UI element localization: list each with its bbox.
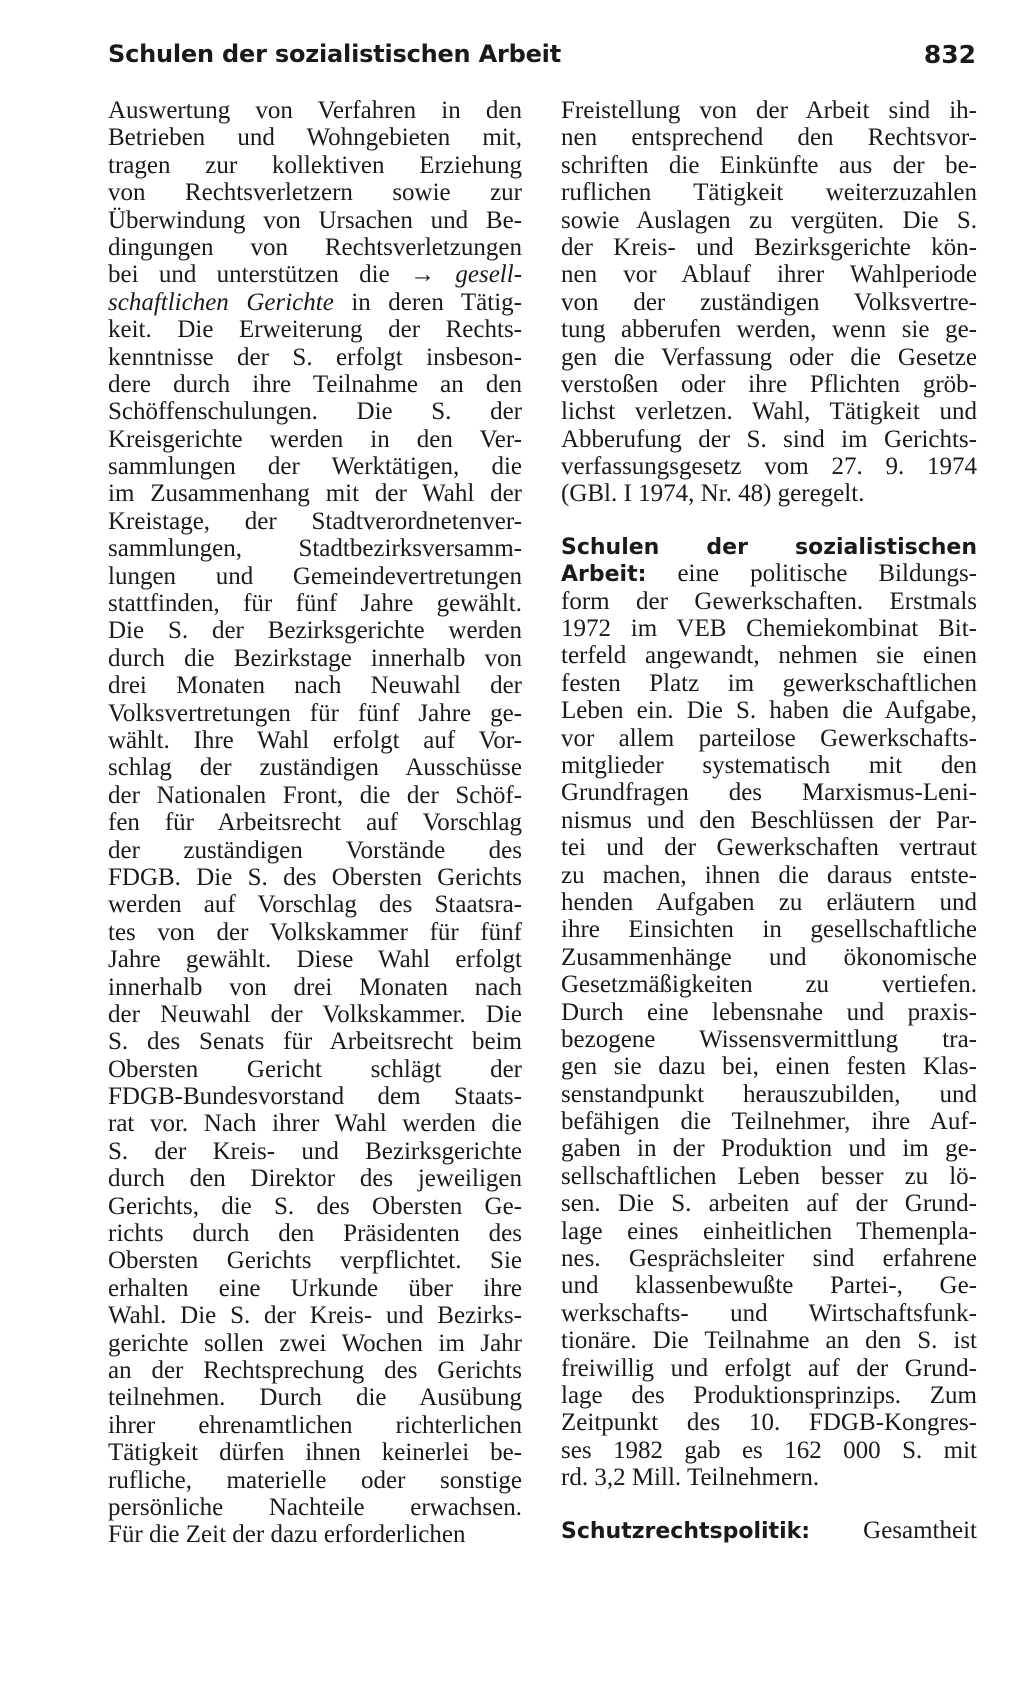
text-line: ses 1982 gab es 162 000 S. mit bbox=[561, 1436, 977, 1464]
text-line: Grundfragen des Marxismus-Leni- bbox=[561, 779, 977, 807]
entry-first-line: Schutzrechtspolitik: Gesamtheit bbox=[561, 1516, 977, 1544]
text-line: gerichte sollen zwei Wochen im Jahr bbox=[108, 1329, 522, 1357]
crossref-link[interactable]: gesell- bbox=[455, 261, 523, 289]
text-line: werkschafts- und Wirtschaftsfunk- bbox=[561, 1299, 977, 1327]
text-line: tragen zur kollektiven Erziehung bbox=[108, 151, 522, 179]
text-line: Gerichts, die S. des Obersten Ge- bbox=[108, 1192, 522, 1220]
text-line: S. der Kreis- und Bezirksgerichte bbox=[108, 1137, 522, 1165]
text-line: stattfinden, für fünf Jahre gewählt. bbox=[108, 590, 522, 618]
text-line: nes. Gesprächsleiter sind erfahrene bbox=[561, 1245, 977, 1273]
text-line: gen sie dazu bei, einen festen Klas- bbox=[561, 1053, 977, 1081]
text-line: rufliche, materielle oder sonstige bbox=[108, 1466, 522, 1494]
text-line: teilnehmen. Durch die Ausübung bbox=[108, 1384, 522, 1412]
text-line: Gesetzmäßigkeiten zu vertiefen. bbox=[561, 971, 977, 999]
text-line: Abberufung der S. sind im Gerichts- bbox=[561, 425, 977, 453]
text-line: vor allem parteilose Gewerkschafts- bbox=[561, 724, 977, 752]
text-line: der Nationalen Front, die der Schöf- bbox=[108, 781, 522, 809]
paragraph-gap bbox=[561, 1492, 977, 1517]
text-line: ruflichen Tätigkeit weiterzuzahlen bbox=[561, 179, 977, 207]
text-line: gen die Verfassung oder die Gesetze bbox=[561, 343, 977, 371]
text-line: keit. Die Erweiterung der Rechts- bbox=[108, 316, 522, 344]
page-number: 832 bbox=[923, 40, 976, 69]
text-line: drei Monaten nach Neuwahl der bbox=[108, 672, 522, 700]
entry-headword: Arbeit: bbox=[561, 562, 647, 588]
text-line: mitglieder systematisch mit den bbox=[561, 751, 977, 779]
text-line: lage des Produktionsprinzips. Zum bbox=[561, 1381, 977, 1409]
entry-headword: Schulen der sozialistischen bbox=[561, 534, 977, 560]
right-column bbox=[561, 97, 977, 1544]
text-line: freiwillig und erfolgt auf der Grund- bbox=[561, 1354, 977, 1382]
text-line: rd. 3,2 Mill. Teilnehmern. bbox=[561, 1464, 820, 1492]
text-line: zu machen, ihnen die daraus entste- bbox=[561, 861, 977, 889]
text-line: durch die Bezirkstage innerhalb von bbox=[108, 644, 522, 672]
text-line: tung abberufen werden, wenn sie ge- bbox=[561, 316, 977, 344]
paragraph-gap bbox=[561, 508, 977, 533]
text-line: Wahl. Die S. der Kreis- und Bezirks- bbox=[108, 1302, 522, 1330]
text-line: werden auf Vorschlag des Staatsra- bbox=[108, 891, 522, 919]
left-column bbox=[108, 97, 522, 1549]
text-line: dere durch ihre Teilnahme an den bbox=[108, 370, 522, 398]
text-line: persönliche Nachteile erwachsen. bbox=[108, 1493, 522, 1521]
text-line: 1972 im VEB Chemiekombinat Bit- bbox=[561, 615, 977, 643]
text-line: befähigen die Teilnehmer, ihre Auf- bbox=[561, 1108, 977, 1136]
text-line: fen für Arbeitsrecht auf Vorschlag bbox=[108, 809, 522, 837]
text-line: henden Aufgaben zu erläutern und bbox=[561, 888, 977, 916]
text-line: sellschaftlichen Leben besser zu lö- bbox=[561, 1162, 977, 1190]
text-line: richts durch den Präsidenten des bbox=[108, 1220, 522, 1248]
text-line: nen vor Ablauf ihrer Wahlperiode bbox=[561, 261, 977, 289]
text-line: schlag der zuständigen Ausschüsse bbox=[108, 754, 522, 782]
text-line: der zuständigen Vorstände des bbox=[108, 836, 522, 864]
text-line: Zusammenhänge und ökonomische bbox=[561, 943, 977, 971]
text-line: Kreistage, der Stadtverordnetenver- bbox=[108, 507, 522, 535]
text-line: an der Rechtsprechung des Gerichts bbox=[108, 1356, 522, 1384]
text-line: von der zuständigen Volksvertre- bbox=[561, 288, 977, 316]
text-line: sowie Auslagen zu vergüten. Die S. bbox=[561, 206, 977, 234]
text-line: wählt. Ihre Wahl erfolgt auf Vor- bbox=[108, 726, 522, 754]
text-line: form der Gewerkschaften. Erstmals bbox=[561, 587, 977, 615]
text-line: Obersten Gericht schlägt der bbox=[108, 1055, 522, 1083]
text-line: tes von der Volkskammer für fünf bbox=[108, 918, 522, 946]
text-line: Auswertung von Verfahren in den bbox=[108, 97, 522, 124]
text-line: FDGB. Die S. des Obersten Gerichts bbox=[108, 863, 522, 891]
text-line: Volksvertretungen für fünf Jahre ge- bbox=[108, 699, 522, 727]
text-line: lichst verletzen. Wahl, Tätigkeit und bbox=[561, 398, 977, 426]
page-header bbox=[108, 40, 976, 80]
crossref-link[interactable]: schaftlichen Gerichte bbox=[108, 288, 334, 316]
text-line: kenntnisse der S. erfolgt insbeson- bbox=[108, 343, 522, 371]
text-line: dingungen von Rechtsverletzungen bbox=[108, 233, 522, 261]
text-line: Kreisgerichte werden in den Ver- bbox=[108, 425, 522, 453]
text-line: Leben ein. Die S. haben die Aufgabe, bbox=[561, 697, 977, 725]
text-line: der Kreis- und Bezirksgerichte kön- bbox=[561, 233, 977, 261]
text-line: S. des Senats für Arbeitsrecht beim bbox=[108, 1028, 522, 1056]
text-line: ihre Einsichten in gesellschaftliche bbox=[561, 916, 977, 944]
text-line: im Zusammenhang mit der Wahl der bbox=[108, 480, 522, 508]
text-line: Für die Zeit der dazu erforderlichen bbox=[108, 1521, 466, 1549]
text-line: sen. Die S. arbeiten auf der Grund- bbox=[561, 1190, 977, 1218]
text-line: Tätigkeit dürfen ihnen keinerlei be- bbox=[108, 1439, 522, 1467]
crossref-arrow-icon: → bbox=[410, 261, 436, 289]
entry-first-line: Arbeit: eine politische Bildungs- bbox=[561, 560, 977, 588]
text-line: durch den Direktor des jeweiligen bbox=[108, 1165, 522, 1193]
text-line: tionäre. Die Teilnahme an den S. ist bbox=[561, 1327, 977, 1355]
text-line: lage eines einheitlichen Themenpla- bbox=[561, 1217, 977, 1245]
text-line: bezogene Wissensvermittlung tra- bbox=[561, 1025, 977, 1053]
text-line: der Neuwahl der Volkskammer. Die bbox=[108, 1000, 522, 1028]
text-line-with-crossref: schaftlichen Gerichte in deren Tätig- bbox=[108, 288, 522, 316]
text-line: rat vor. Nach ihrer Wahl werden die bbox=[108, 1110, 522, 1138]
text-line: FDGB-Bundesvorstand dem Staats- bbox=[108, 1083, 522, 1111]
text-line: Schöffenschulungen. Die S. der bbox=[108, 398, 522, 426]
text-line: Obersten Gerichts verpflichtet. Sie bbox=[108, 1247, 522, 1275]
text-line: terfeld angewandt, nehmen sie einen bbox=[561, 642, 977, 670]
text-line: verstoßen oder ihre Pflichten gröb- bbox=[561, 370, 977, 398]
text-line: und klassenbewußte Partei-, Ge- bbox=[561, 1272, 977, 1300]
text-line: von Rechtsverletzern sowie zur bbox=[108, 179, 522, 207]
text-line: Die S. der Bezirksgerichte werden bbox=[108, 617, 522, 645]
text-line: innerhalb von drei Monaten nach bbox=[108, 973, 522, 1001]
text-line: Zeitpunkt des 10. FDGB-Kongres- bbox=[561, 1409, 977, 1437]
text-line: Jahre gewählt. Diese Wahl erfolgt bbox=[108, 946, 522, 974]
text-line: gaben in der Produktion und im ge- bbox=[561, 1135, 977, 1163]
text-line: Überwindung von Ursachen und Be- bbox=[108, 206, 522, 234]
running-head: Schulen der sozialistischen Arbeit bbox=[108, 40, 561, 68]
text-line: nen entsprechend den Rechtsvor- bbox=[561, 124, 977, 152]
text-line: nismus und den Beschlüssen der Par- bbox=[561, 806, 977, 834]
text-line: senstandpunkt herauszubilden, und bbox=[561, 1080, 977, 1108]
text-line: ihrer ehrenamtlichen richterlichen bbox=[108, 1411, 522, 1439]
text-line: erhalten eine Urkunde über ihre bbox=[108, 1274, 522, 1302]
text-line: tei und der Gewerkschaften vertraut bbox=[561, 834, 977, 862]
text-line: schriften die Einkünfte aus der be- bbox=[561, 151, 977, 179]
entry-headword: Schutzrechtspolitik: bbox=[561, 1518, 811, 1544]
text-line: sammlungen, Stadtbezirksversamm- bbox=[108, 535, 522, 563]
text-line: Freistellung von der Arbeit sind ih- bbox=[561, 97, 977, 124]
entry-headword-line bbox=[561, 533, 977, 560]
text-line: Durch eine lebensnahe und praxis- bbox=[561, 998, 977, 1026]
text-line: sammlungen der Werktätigen, die bbox=[108, 453, 522, 481]
text-line-with-crossref: bei und unterstützen die → gesell- bbox=[108, 261, 523, 289]
text-line: lungen und Gemeindevertretungen bbox=[108, 562, 522, 590]
text-line: verfassungsgesetz vom 27. 9. 1974 bbox=[561, 453, 977, 481]
text-line: festen Platz im gewerkschaftlichen bbox=[561, 669, 977, 697]
text-line: Betrieben und Wohngebieten mit, bbox=[108, 124, 522, 152]
text-line: (GBl. I 1974, Nr. 48) geregelt. bbox=[561, 480, 865, 508]
